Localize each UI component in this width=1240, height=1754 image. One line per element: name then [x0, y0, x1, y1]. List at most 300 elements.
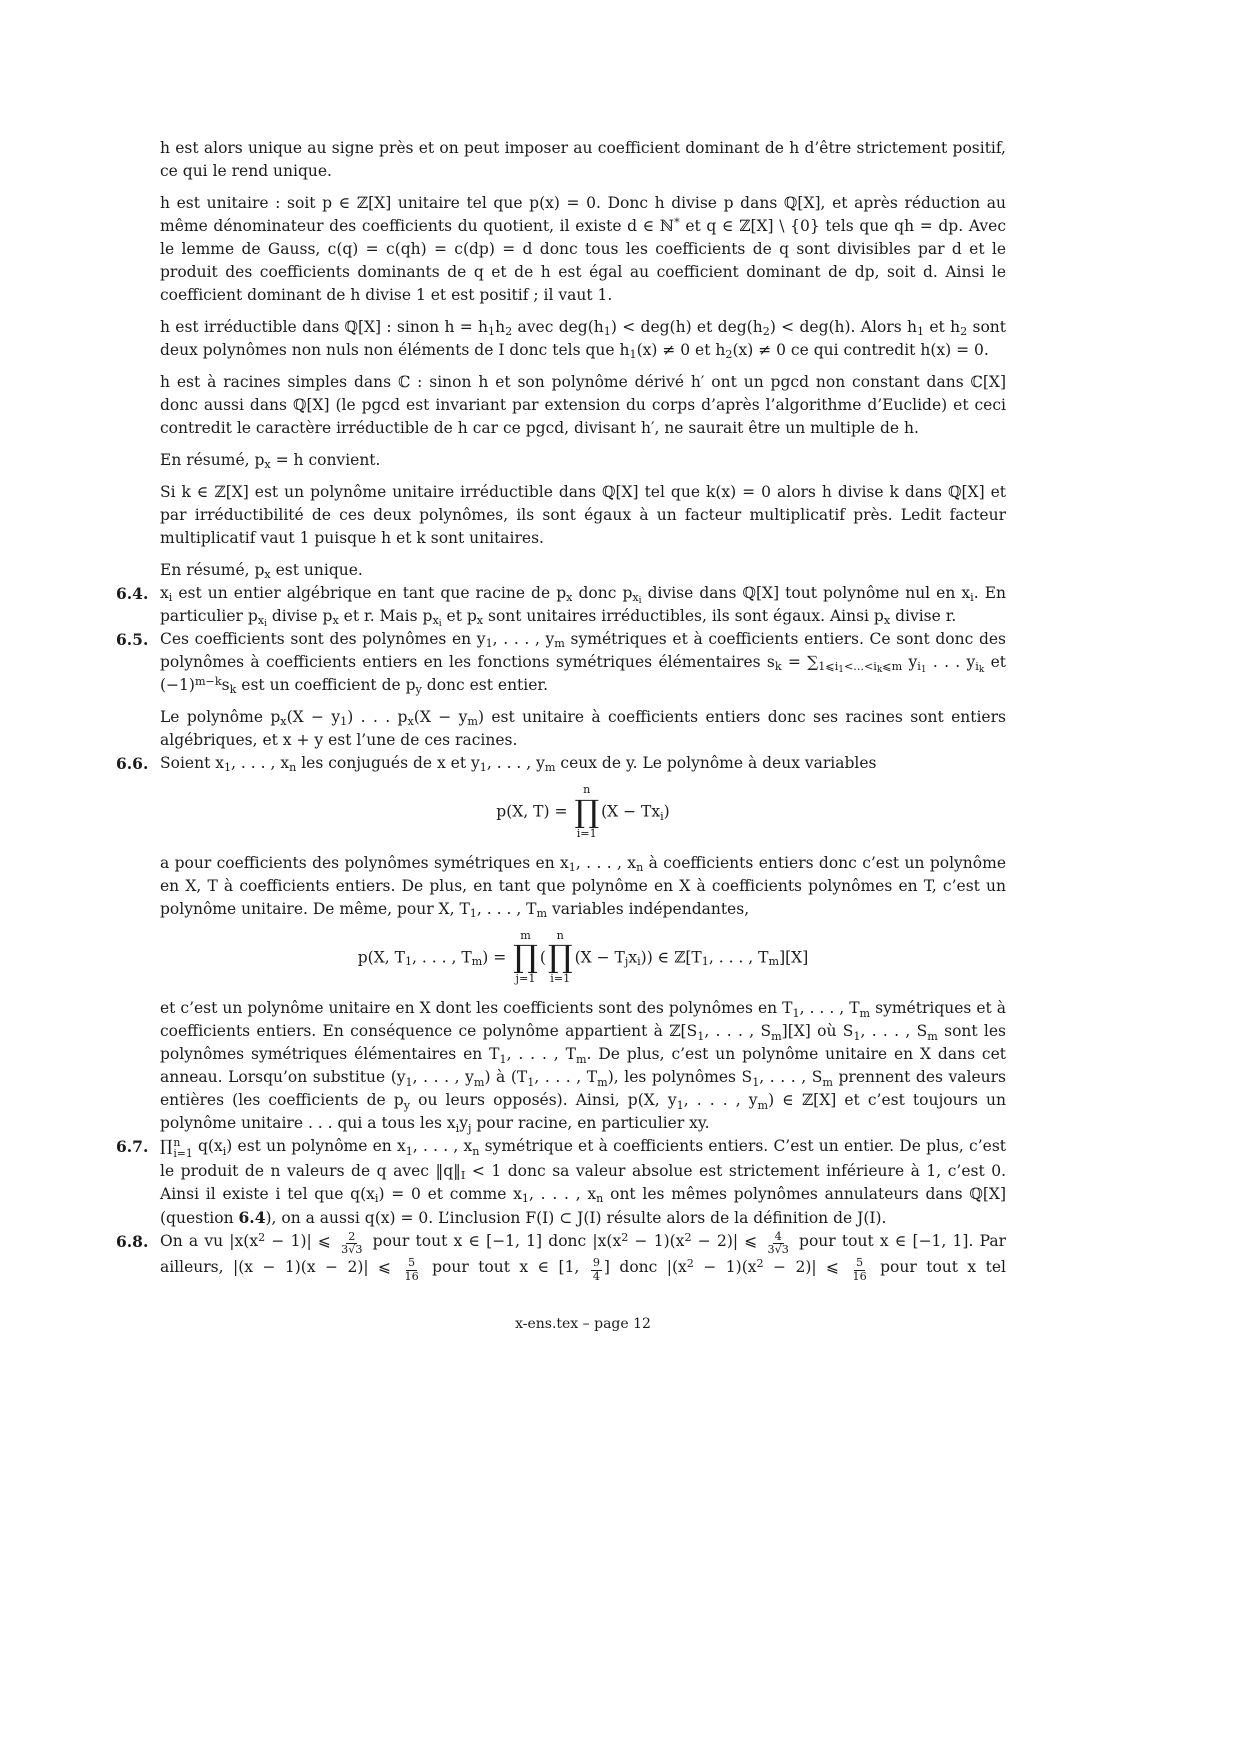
text-run: 1⩽i: [818, 660, 839, 674]
text-run: x: [280, 715, 287, 729]
subscript: [569, 861, 576, 874]
text-run: est unique.: [270, 561, 363, 579]
text-run: i: [374, 1191, 379, 1205]
subscript: [752, 1076, 759, 1089]
subscript: [629, 348, 636, 361]
text-run: pour tout x ∈ [1,: [422, 1258, 589, 1277]
subscript: [639, 596, 642, 606]
text-run: 1: [916, 325, 925, 339]
text-run: 2: [725, 348, 733, 362]
text-run: x: [264, 568, 271, 582]
subscript: [332, 614, 338, 627]
operator-symbol: ∏: [513, 939, 538, 976]
text-run: x: [628, 947, 638, 966]
subscript: [230, 683, 237, 696]
lower-limit: i=1: [550, 972, 571, 986]
question-number: 6.8.: [116, 1231, 149, 1251]
big-operator: [513, 930, 538, 987]
upper-limit: n: [556, 928, 564, 942]
text-run: 1: [340, 715, 348, 729]
text-run: 1: [629, 348, 637, 362]
text-run: h: [495, 318, 506, 336]
subscript: [597, 1076, 608, 1089]
upper-limit: n: [173, 1135, 181, 1149]
text-run: Soient x: [160, 754, 224, 772]
text-run: 1: [404, 955, 413, 969]
text-run: m: [575, 1052, 587, 1066]
fraction-denominator: 3√3: [767, 1243, 789, 1256]
subscript: [877, 665, 882, 675]
text-run: ∏: [160, 1137, 173, 1156]
bold-reference: 6.4: [238, 1207, 266, 1227]
text-run: y: [415, 683, 422, 697]
subscript: [975, 660, 985, 676]
superscript: [258, 1231, 265, 1244]
subscript: [860, 1007, 871, 1020]
text-run: − 1)(x: [693, 1258, 757, 1277]
superscript: [195, 675, 222, 688]
paragraph: [160, 559, 1006, 582]
paragraph: [160, 316, 1006, 362]
text-run: m: [473, 1075, 485, 1089]
text-run: j: [467, 1121, 472, 1135]
text-run: i: [455, 1121, 460, 1135]
fraction-numerator: 2: [348, 1229, 356, 1243]
subscript: [486, 637, 493, 650]
text-run: symétriques et à coefficients entiers. Ce sont donc des polynômes à coefficients entiers en les fonctions symétriques élémentaires s: [160, 630, 1006, 671]
text-run: ) = 0 et comme x: [378, 1184, 522, 1203]
display-formula: [160, 784, 1006, 841]
text-run: m: [771, 1029, 782, 1043]
question-number: 6.6.: [116, 754, 149, 773]
text-run: , . . . , T: [534, 1068, 598, 1087]
subscript: [289, 761, 296, 774]
subscript: [604, 325, 611, 338]
subscript: [257, 614, 267, 630]
text-run: On a vu |x(x: [160, 1231, 259, 1250]
text-run: i: [917, 660, 921, 674]
subscript: [702, 955, 709, 968]
operator-symbol: ∏: [574, 793, 600, 830]
subscript: [432, 614, 442, 630]
text-run: − 1)(x: [628, 1231, 685, 1250]
text-run: n: [636, 861, 644, 874]
subscript: [461, 1169, 465, 1182]
text-run: variables indépendantes,: [547, 899, 750, 918]
text-run: , . . . , x: [412, 1137, 473, 1156]
text-run: 2: [756, 1257, 764, 1271]
text-run: 1: [223, 761, 232, 775]
subscript: [970, 591, 974, 604]
text-run: − 2)| ⩽: [691, 1231, 764, 1250]
paragraph: [160, 371, 1006, 440]
page-footer: x-ens.tex – page 12: [515, 1316, 651, 1333]
subscript: [537, 907, 548, 920]
text-run: Si k ∈ ℤ[X] est un polynôme unitaire irréductible dans ℚ[X] tel que k(x) = 0 alors h divise k dans ℚ[X] et par irréductibilité de ces deux polynômes, ils sont égaux à un facteur multiplicatif près. Ledit facteur multiplicatif vaut 1 puisque h et k sont unitaires.: [160, 483, 1006, 547]
subscript: [472, 955, 483, 968]
text-run: ) < deg(h). Alors h: [769, 318, 917, 336]
text-run: x: [632, 591, 639, 605]
text-run: ) à (T: [484, 1068, 528, 1087]
text-run: y: [902, 653, 918, 671]
text-run: ) . . . p: [347, 708, 408, 726]
subscript: [407, 715, 413, 728]
text-run: k: [774, 660, 782, 674]
text-run: 1: [405, 1144, 413, 1158]
text-run: Ces coefficients sont des polynômes en y: [160, 630, 486, 648]
subscript: [637, 955, 641, 968]
superscript: [687, 1257, 694, 1270]
text-run: , . . . , T: [506, 1045, 576, 1064]
text-run: et h: [924, 318, 961, 336]
text-run: 1: [527, 1075, 535, 1089]
paragraph: [160, 752, 1006, 775]
subscript: [596, 1192, 603, 1205]
fraction: [339, 1231, 364, 1257]
text-run: est un entier algébrique en tant que racine de p: [172, 584, 567, 602]
text-run: i: [970, 591, 974, 605]
text-run: p(X, T) =: [496, 802, 573, 821]
text-run: − 2)| ⩽: [763, 1258, 849, 1277]
text-run: ) est unitaire à coefficients entiers donc ses racines sont entiers algébriques, et x + y est l’une de ces racines.: [160, 708, 1006, 749]
text-run: x: [264, 458, 271, 472]
subscript: [771, 1030, 782, 1043]
paragraph: [160, 706, 1006, 752]
text-run: , . . . , y: [412, 1068, 474, 1087]
text-run: h est à racines simples dans ℂ : sinon h et son polynôme dérivé h′ ont un pgcd non constant dans ℂ[X] donc aussi dans ℚ[X] (le pgcd est invariant par extension du corps d’après l’algorithme d’Euclide) et ceci contredit le caractère irréductible de h car ce pgcd, divisant h′, ne saurait être un multiple de h.: [160, 373, 1006, 437]
subscript: [474, 1076, 485, 1089]
text-run: = ∑: [781, 653, 819, 671]
text-run: *: [674, 215, 680, 229]
fraction: [766, 1231, 791, 1257]
fraction-denominator: 3√3: [341, 1243, 363, 1256]
text-run: , . . . , x: [575, 853, 637, 872]
text-run: , . . . , S: [704, 1022, 772, 1041]
text-run: , . . . , x: [231, 754, 290, 772]
text-run: 1: [568, 861, 576, 874]
subscript: [499, 1053, 506, 1066]
subscript: [818, 660, 903, 676]
fraction: [402, 1257, 420, 1283]
text-run: m: [768, 955, 780, 969]
subscript: [775, 660, 782, 673]
text-run: divise r.: [890, 607, 957, 625]
text-run: n: [289, 761, 297, 775]
answer-6-4: [116, 582, 1006, 630]
paragraph: [160, 192, 1006, 307]
paragraph: [160, 997, 1006, 1135]
text-run: (x) ≠ 0 ce qui contredit h(x) = 0.: [732, 341, 989, 359]
text-run: En résumé, p: [160, 561, 265, 579]
text-run: donc est entier.: [421, 676, 549, 694]
document-body: [116, 137, 1007, 1336]
continued-answer: [160, 137, 1006, 582]
subscript: [375, 1192, 379, 1205]
text-run: (x) ≠ 0 et h: [636, 341, 726, 359]
text-run: ): [663, 802, 670, 821]
text-run: 1: [920, 665, 927, 676]
text-run: , . . . , T: [412, 947, 472, 966]
text-run: i: [637, 955, 641, 969]
text-run: 1: [479, 761, 487, 775]
subscript: [917, 325, 924, 338]
text-run: x: [883, 614, 891, 628]
subscript: [927, 1030, 938, 1043]
text-run: m: [467, 715, 478, 729]
text-run: . . . y: [926, 653, 976, 671]
text-run: et r. Mais p: [338, 607, 433, 625]
operator-symbol: ∏: [547, 939, 573, 976]
paragraph: [160, 852, 1006, 921]
operator-limits: [173, 1137, 192, 1160]
text-run: avec deg(h: [512, 318, 604, 336]
text-run: m: [859, 1006, 871, 1020]
text-run: q(x: [192, 1137, 223, 1156]
text-run: m: [471, 955, 483, 969]
text-run: ont les mêmes polynômes annulateurs dans ℚ[X] (question: [160, 1184, 1006, 1227]
text-run: i: [975, 660, 979, 674]
fraction-numerator: 4: [774, 1229, 782, 1243]
text-run: x: [476, 614, 484, 628]
text-run: sont unitaires irréductibles, ils sont égaux. Ainsi p: [483, 607, 884, 625]
subscript: [223, 1145, 227, 1158]
text-run: 2: [684, 1230, 692, 1244]
text-run: 1: [792, 1006, 800, 1020]
subscript: [280, 715, 286, 728]
text-run: . En particulier p: [160, 584, 1006, 625]
text-run: divise p: [266, 607, 333, 625]
paragraph: [160, 481, 1006, 550]
subscript: [960, 325, 967, 338]
paragraph: [160, 449, 1006, 472]
text-run: p(X, T: [357, 947, 405, 966]
text-run: i: [168, 591, 173, 605]
text-run: pour tout x ∈ [−1, 1] donc |x(x: [366, 1231, 622, 1250]
text-run: , . . . , T: [476, 899, 537, 918]
lower-limit: i=1: [173, 1147, 193, 1161]
subscript: [576, 1053, 587, 1066]
text-run: , . . . , T: [708, 947, 769, 966]
superscript: [684, 1231, 691, 1244]
text-run: donc p: [572, 584, 633, 602]
subscript: [416, 683, 422, 696]
text-run: m: [554, 637, 565, 651]
text-run: m: [757, 1098, 769, 1112]
fraction-numerator: 5: [856, 1256, 864, 1270]
subscript: [264, 568, 270, 581]
text-run: ) =: [482, 947, 512, 966]
subscript: [480, 761, 487, 774]
subscript: [660, 810, 664, 823]
text-run: i: [660, 809, 664, 823]
text-run: x: [332, 614, 339, 628]
question-number: 6.7.: [116, 1137, 149, 1157]
subscript: [838, 665, 844, 675]
text-run: , . . . , S: [860, 1022, 928, 1041]
answer-6-5: [116, 628, 1006, 752]
text-run: , . . . , T: [799, 999, 860, 1018]
text-run: 1: [499, 1052, 507, 1066]
text-run: i: [638, 596, 642, 607]
text-run: (: [539, 947, 546, 966]
text-run: les conjugués de x et y: [296, 754, 480, 772]
text-run: symétriques et à coefficients entiers. En conséquence ce polynôme appartient à ℤ[S: [160, 999, 1006, 1041]
text-run: divise dans ℚ[X] tout polynôme nul en x: [641, 584, 971, 602]
text-run: (X − y: [413, 708, 468, 726]
text-run: à coefficients entiers donc c’est un polynôme en X, T à coefficients entiers. De plus, en tant que polynôme en X à coefficients polynômes en T, c’est un polynôme unitaire. De même, pour X, T: [160, 853, 1006, 918]
text-run: ) est un polynôme en x: [226, 1137, 406, 1156]
text-run: n: [472, 1144, 480, 1158]
subscript: [477, 614, 483, 627]
text-run: m−k: [194, 674, 222, 688]
text-run: )) ∈ ℤ[T: [640, 947, 702, 966]
fraction-denominator: 16: [404, 1269, 419, 1283]
text-run: 1: [469, 907, 477, 920]
text-run: 2: [258, 1230, 266, 1244]
subscript: [884, 614, 890, 627]
subscript: [488, 325, 495, 338]
subscript: [224, 761, 231, 774]
text-run: 1: [405, 1075, 413, 1089]
text-run: I: [460, 1168, 466, 1182]
text-run: prennent des valeurs entières (les coefficients de p: [160, 1068, 1007, 1110]
text-run: s: [221, 676, 230, 694]
text-run: m: [597, 1075, 608, 1089]
text-run: x: [407, 715, 414, 729]
text-run: pour racine, en particulier xy.: [471, 1114, 710, 1133]
subscript: [763, 325, 770, 338]
text-run: 1: [752, 1075, 760, 1089]
subscript: [467, 715, 478, 728]
text-run: 2: [621, 1230, 629, 1244]
text-run: En résumé, p: [160, 451, 265, 469]
text-run: 1: [838, 665, 844, 676]
text-run: x: [432, 614, 439, 628]
text-run: 1: [485, 637, 493, 651]
paragraph: [160, 582, 1006, 628]
text-run: x: [257, 614, 265, 628]
subscript: [921, 665, 927, 675]
subscript: [822, 1076, 833, 1089]
text-run: et c’est un polynôme unitaire en X dont les coefficients sont des polynômes en T: [160, 999, 793, 1018]
subscript: [768, 955, 779, 968]
text-run: (X − Tx: [601, 802, 661, 821]
answer-6-6: [116, 752, 1007, 1135]
text-run: h est irréductible dans ℚ[X] : sinon h = h: [160, 318, 489, 336]
text-run: et q ∈ ℤ[X] \ {0} tels que qh = dp. Avec le lemme de Gauss, c(q) = c(qh) = c(dp) = d donc tous les coefficients de q sont divisibles par d et le produit des coefficients dominants de q et de h est égal au coefficient dominant de dp, soit d. Ainsi le coefficient dominant de h divise 1 et est positif ; il vaut 1.: [160, 217, 1006, 304]
text-run: 1: [603, 325, 611, 339]
text-run: , . . . , y: [683, 1091, 758, 1110]
fraction-numerator: 5: [408, 1256, 416, 1270]
fraction: [591, 1257, 602, 1283]
subscript: [554, 637, 565, 650]
subscript: [406, 1076, 413, 1089]
fraction-denominator: 16: [852, 1269, 867, 1283]
subscript: [625, 955, 628, 968]
text-run: x: [566, 591, 573, 605]
text-run: symétrique et à coefficients entiers. C’est un entier. De plus, c’est le produit de n valeurs de q avec ‖q‖: [160, 1137, 1007, 1180]
text-run: i: [438, 619, 442, 630]
subscript: [468, 1122, 471, 1135]
fraction-numerator: 9: [592, 1256, 600, 1270]
text-run: m: [822, 1075, 833, 1089]
subscript: [853, 1030, 860, 1043]
subscript: [632, 591, 642, 607]
subscript: [566, 591, 572, 604]
text-run: sont les polynômes symétriques élémentaires en T: [160, 1022, 1007, 1064]
text-run: m: [536, 907, 548, 920]
text-run: h est alors unique au signe près et on peut imposer au coefficient dominant de h d’être strictement positif, ce qui le rend unique.: [160, 139, 1006, 180]
subscript: [404, 1099, 410, 1112]
text-run: n: [596, 1191, 604, 1205]
answer-6-8: [116, 1229, 1006, 1284]
text-run: ][X] où S: [781, 1022, 854, 1041]
text-run: est un coefficient de p: [236, 676, 416, 694]
paragraph: [160, 1230, 1006, 1284]
superscript: [621, 1231, 628, 1244]
text-run: j: [624, 955, 629, 969]
text-run: sont deux polynômes non nuls non éléments de I donc tels que h: [160, 318, 1006, 359]
subscript: [725, 348, 732, 361]
big-operator: [548, 930, 573, 987]
text-run: et (−1): [160, 653, 1006, 694]
text-run: ), on a aussi q(x) = 0. L’inclusion F(I) ⊂ J(I) résulte alors de la définition de J(I).: [265, 1208, 887, 1227]
paragraph: [160, 628, 1006, 697]
text-run: x: [160, 584, 169, 602]
subscript: [697, 1030, 704, 1043]
question-number: 6.4.: [116, 584, 149, 603]
text-run: m: [544, 761, 556, 775]
subscript: [527, 1076, 534, 1089]
subscript: [677, 1099, 684, 1112]
text-run: ou leurs opposés). Ainsi, p(X, y: [410, 1091, 677, 1110]
text-run: pour tout x ∈ [−1, 1]. Par ailleurs, |(x − 1)(x − 2)| ⩽: [160, 1231, 1006, 1277]
subscript: [758, 1099, 769, 1112]
subscript: [979, 665, 984, 675]
text-run: , . . . , S: [759, 1068, 823, 1087]
subscript: [917, 660, 927, 676]
text-run: ][X]: [779, 947, 809, 966]
subscript: [522, 1192, 529, 1205]
paragraph: [160, 137, 1006, 183]
text-run: Le polynôme p: [160, 708, 281, 726]
answer-6-7: [116, 1135, 1007, 1229]
subscript: [264, 458, 270, 471]
subscript: [472, 1145, 479, 1158]
text-run: k: [978, 665, 985, 676]
text-run: pour tout x tel: [870, 1258, 1006, 1277]
text-run: , . . . , x: [528, 1184, 597, 1203]
subscript: [792, 1007, 799, 1020]
subscript: [405, 955, 412, 968]
text-run: . De plus, c’est un polynôme unitaire en X dans cet anneau. Lorsqu’on substitue (y: [160, 1045, 1006, 1087]
text-run: k: [229, 683, 237, 697]
fraction: [850, 1257, 868, 1283]
text-run: 1: [488, 325, 496, 339]
text-run: ) < deg(h) et deg(h: [610, 318, 763, 336]
text-run: k: [876, 665, 883, 676]
text-run: i: [222, 1144, 227, 1158]
text-run: ) ∈ ℤ[X] et c’est toujours un polynôme unitaire . . . qui a tous les x: [160, 1091, 1007, 1133]
text-run: ⩽m: [882, 660, 903, 674]
paragraph: [160, 1135, 1006, 1229]
text-run: 1: [521, 1191, 529, 1205]
text-run: < 1 donc sa valeur absolue est strictement inférieure à 1, c’est 0. Ainsi il existe i tel que q(x: [160, 1161, 1006, 1203]
text-run: 2: [762, 325, 770, 339]
text-run: (X − y: [286, 708, 341, 726]
text-run: 1: [853, 1029, 861, 1043]
text-run: 2: [505, 325, 513, 339]
